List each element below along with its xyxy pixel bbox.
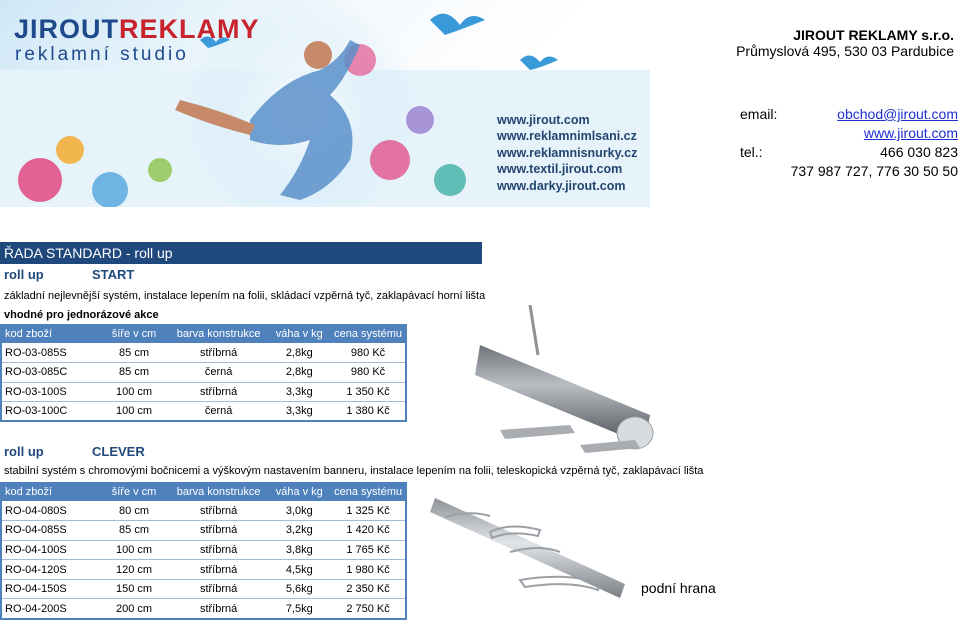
cell-price: 1 325 Kč bbox=[331, 501, 406, 521]
col-color: barva konstrukce bbox=[170, 324, 268, 343]
cell-price: 1 765 Kč bbox=[331, 540, 406, 560]
company-address: Průmyslová 495, 530 03 Pardubice bbox=[736, 43, 954, 59]
start-type: roll up bbox=[4, 267, 44, 282]
cell-weight: 3,3kg bbox=[267, 382, 331, 402]
brand-logo bbox=[14, 14, 260, 45]
website-item: www.jirout.com bbox=[497, 113, 590, 127]
website-item: www.reklamnisnurky.cz bbox=[497, 145, 638, 160]
cell-color: stříbrná bbox=[170, 540, 268, 560]
table-row bbox=[1, 382, 406, 402]
cell-code: RO-03-085C bbox=[1, 363, 98, 383]
table-row bbox=[1, 599, 406, 619]
table-row bbox=[1, 402, 406, 422]
cell-price: 1 380 Kč bbox=[331, 402, 406, 422]
contact-block bbox=[740, 105, 958, 181]
tel-primary: 466 030 823 bbox=[880, 144, 958, 160]
cell-width: 100 cm bbox=[98, 382, 169, 402]
col-price: cena systému bbox=[331, 482, 406, 501]
cell-weight: 7,5kg bbox=[267, 599, 331, 619]
web-link[interactable]: www.jirout.com bbox=[863, 125, 958, 141]
cell-width: 200 cm bbox=[98, 599, 169, 619]
cell-width: 80 cm bbox=[98, 501, 169, 521]
header-banner bbox=[0, 0, 650, 207]
cell-price: 980 Kč bbox=[331, 363, 406, 383]
company-name: JIROUT REKLAMY s.r.o. bbox=[793, 27, 954, 43]
cell-price: 2 750 Kč bbox=[331, 599, 406, 619]
cell-width: 100 cm bbox=[98, 540, 169, 560]
col-weight: váha v kg bbox=[267, 482, 331, 501]
table-row bbox=[1, 521, 406, 541]
clever-type: roll up bbox=[4, 444, 44, 459]
start-note: vhodné pro jednorázové akce bbox=[4, 309, 159, 321]
clever-description: stabilní systém s chromovými bočnicemi a výškovým nastavením banneru, instalace lepením na folii, teleskopická vzpěrná tyč, zaklapávací lišta bbox=[4, 465, 704, 477]
table-row bbox=[1, 540, 406, 560]
cell-price: 1 980 Kč bbox=[331, 560, 406, 580]
company-info bbox=[736, 27, 954, 59]
cell-color: stříbrná bbox=[170, 501, 268, 521]
image-label: podní hrana bbox=[641, 580, 716, 596]
table-header-row bbox=[1, 324, 406, 343]
website-item: www.darky.jirout.com bbox=[497, 178, 626, 193]
cell-width: 100 cm bbox=[98, 402, 169, 422]
cell-weight: 2,8kg bbox=[267, 343, 331, 363]
cell-price: 1 350 Kč bbox=[331, 382, 406, 402]
cell-width: 120 cm bbox=[98, 560, 169, 580]
clever-name: CLEVER bbox=[92, 444, 145, 459]
cell-code: RO-03-100C bbox=[1, 402, 98, 422]
table-row bbox=[1, 579, 406, 599]
cell-color: stříbrná bbox=[170, 521, 268, 541]
col-color: barva konstrukce bbox=[170, 482, 268, 501]
start-description: základní nejlevnější systém, instalace lepením na folii, skládací vzpěrná tyč, zaklapávací horní lišta bbox=[4, 290, 486, 302]
website-list bbox=[497, 112, 637, 194]
cell-width: 85 cm bbox=[98, 363, 169, 383]
cell-width: 85 cm bbox=[98, 343, 169, 363]
clever-product-image bbox=[430, 492, 630, 607]
web-row bbox=[740, 124, 958, 143]
cell-price: 980 Kč bbox=[331, 343, 406, 363]
col-width: šíře v cm bbox=[98, 482, 169, 501]
email-label: email: bbox=[740, 106, 778, 122]
tel-label: tel.: bbox=[740, 144, 763, 160]
cell-code: RO-04-150S bbox=[1, 579, 98, 599]
cell-color: stříbrná bbox=[170, 343, 268, 363]
col-code: kod zboží bbox=[1, 324, 98, 343]
cell-code: RO-04-080S bbox=[1, 501, 98, 521]
cell-code: RO-03-085S bbox=[1, 343, 98, 363]
cell-code: RO-03-100S bbox=[1, 382, 98, 402]
start-name: START bbox=[92, 267, 135, 282]
tel-row bbox=[740, 143, 958, 162]
cell-code: RO-04-100S bbox=[1, 540, 98, 560]
col-code: kod zboží bbox=[1, 482, 98, 501]
brand-subtitle: reklamní studio bbox=[15, 44, 189, 65]
cell-color: stříbrná bbox=[170, 382, 268, 402]
cell-weight: 3,2kg bbox=[267, 521, 331, 541]
cell-code: RO-04-200S bbox=[1, 599, 98, 619]
col-width: šíře v cm bbox=[98, 324, 169, 343]
series-header: ŘADA STANDARD - roll up bbox=[0, 242, 482, 264]
cell-color: stříbrná bbox=[170, 599, 268, 619]
cell-color: stříbrná bbox=[170, 579, 268, 599]
cell-color: černá bbox=[170, 402, 268, 422]
brand-part1: JIROUT bbox=[14, 14, 120, 44]
table-row bbox=[1, 560, 406, 580]
email-link[interactable]: obchod@jirout.com bbox=[837, 106, 958, 122]
table-row bbox=[1, 343, 406, 363]
col-price: cena systému bbox=[331, 324, 406, 343]
website-item: www.reklamnimlsani.cz bbox=[497, 129, 637, 144]
col-weight: váha v kg bbox=[267, 324, 331, 343]
cell-weight: 3,8kg bbox=[267, 540, 331, 560]
brand-part2: REKLAMY bbox=[119, 14, 260, 44]
start-product-image bbox=[430, 305, 660, 465]
cell-code: RO-04-120S bbox=[1, 560, 98, 580]
cell-width: 150 cm bbox=[98, 579, 169, 599]
email-row bbox=[740, 105, 958, 124]
cell-weight: 4,5kg bbox=[267, 560, 331, 580]
table-row bbox=[1, 363, 406, 383]
cell-weight: 3,0kg bbox=[267, 501, 331, 521]
cell-weight: 2,8kg bbox=[267, 363, 331, 383]
cell-weight: 5,6kg bbox=[267, 579, 331, 599]
cell-price: 2 350 Kč bbox=[331, 579, 406, 599]
table-header-row bbox=[1, 482, 406, 501]
start-price-table bbox=[0, 324, 407, 422]
tel-secondary: 737 987 727, 776 30 50 50 bbox=[790, 163, 958, 179]
cell-color: stříbrná bbox=[170, 560, 268, 580]
cell-code: RO-04-085S bbox=[1, 521, 98, 541]
cell-price: 1 420 Kč bbox=[331, 521, 406, 541]
cell-color: černá bbox=[170, 363, 268, 383]
clever-price-table bbox=[0, 482, 407, 620]
cell-width: 85 cm bbox=[98, 521, 169, 541]
website-item: www.textil.jirout.com bbox=[497, 162, 623, 177]
table-row bbox=[1, 501, 406, 521]
cell-weight: 3,3kg bbox=[267, 402, 331, 422]
